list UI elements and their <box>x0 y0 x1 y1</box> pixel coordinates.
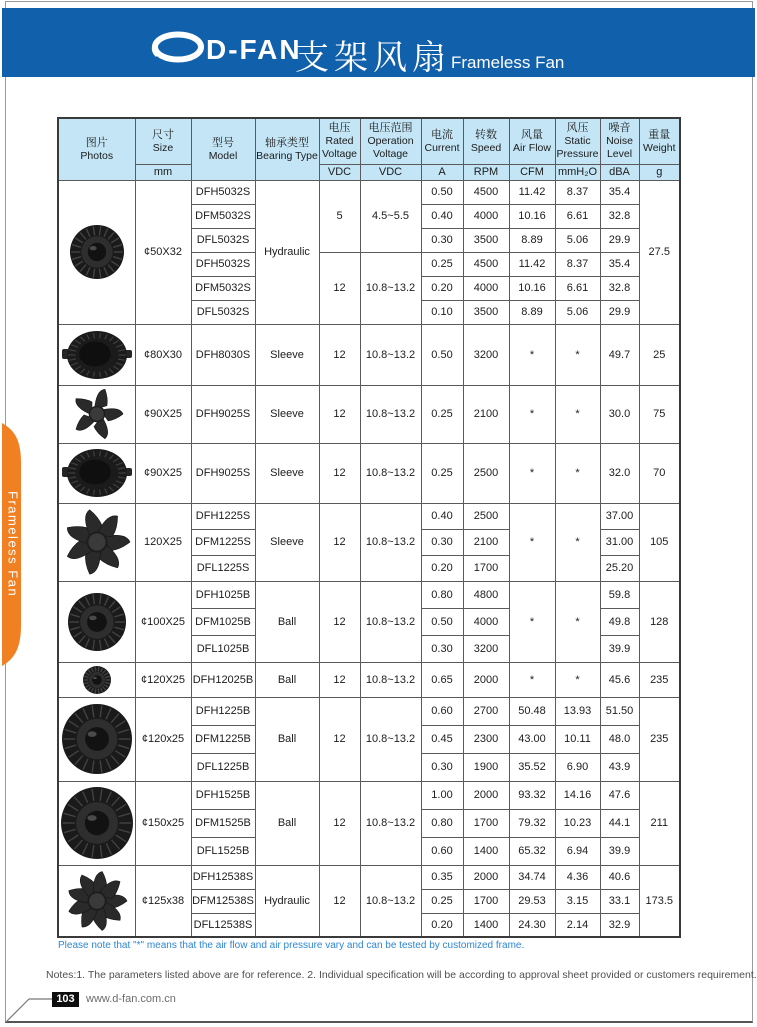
cell-noise: 32.8 <box>600 276 639 300</box>
cell-airflow: * <box>509 503 555 581</box>
cell-current: 0.25 <box>421 443 463 503</box>
unit-speed: RPM <box>463 164 509 180</box>
cell-speed: 4500 <box>463 180 509 204</box>
unit-weight: g <box>639 164 680 180</box>
cell-current: 0.25 <box>421 889 463 913</box>
cell-airflow: 34.74 <box>509 865 555 889</box>
cell-pressure: 5.06 <box>555 228 600 252</box>
cell-operation: 10.8~13.2 <box>360 865 421 937</box>
col-header-current: 电流 Current <box>421 118 463 164</box>
cell-current: 0.50 <box>421 324 463 385</box>
col-header-bearing: 轴承类型 Bearing Type <box>255 118 319 180</box>
cell-airflow: 50.48 <box>509 697 555 725</box>
cell-model: DFH1025B <box>191 581 255 608</box>
col-header-rated-voltage: 电压 Rated Voltage <box>319 118 360 164</box>
col-header-size: 尺寸 Size <box>135 118 191 164</box>
cell-speed: 3200 <box>463 635 509 662</box>
unit-rated-voltage: VDC <box>319 164 360 180</box>
table-row <box>58 781 680 809</box>
cell-airflow: 10.16 <box>509 276 555 300</box>
cell-current: 0.40 <box>421 503 463 529</box>
cell-pressure: * <box>555 443 600 503</box>
cell-pressure: * <box>555 503 600 581</box>
cell-pressure: 6.94 <box>555 837 600 865</box>
cell-noise: 39.9 <box>600 635 639 662</box>
cell-current: 0.60 <box>421 697 463 725</box>
cell-weight: 211 <box>639 781 680 865</box>
cell-airflow: * <box>509 443 555 503</box>
cell-airflow: 35.52 <box>509 753 555 781</box>
cell-model: DFM1025B <box>191 608 255 635</box>
cell-airflow: 29.53 <box>509 889 555 913</box>
table-row <box>58 443 680 503</box>
cell-noise: 33.1 <box>600 889 639 913</box>
unit-operation-voltage: VDC <box>360 164 421 180</box>
fan-photo-image <box>61 329 133 381</box>
cell-noise: 51.50 <box>600 697 639 725</box>
fan-spec-table <box>57 117 681 938</box>
cell-model: DFL1225S <box>191 555 255 581</box>
cell-current: 0.50 <box>421 608 463 635</box>
cell-pressure: 8.37 <box>555 180 600 204</box>
table-row <box>58 581 680 608</box>
cell-current: 0.80 <box>421 809 463 837</box>
cell-noise: 29.9 <box>600 300 639 324</box>
cell-rated: 12 <box>319 581 360 662</box>
page-number-badge: 103 <box>52 992 79 1007</box>
cell-speed: 1700 <box>463 809 509 837</box>
cell-noise: 40.6 <box>600 865 639 889</box>
cell-speed: 1700 <box>463 555 509 581</box>
cell-noise: 49.8 <box>600 608 639 635</box>
cell-weight: 128 <box>639 581 680 662</box>
cell-weight: 27.5 <box>639 180 680 324</box>
cell-current: 0.50 <box>421 180 463 204</box>
cell-bearing: Hydraulic <box>255 180 319 324</box>
col-header-speed: 转数 Speed <box>463 118 509 164</box>
cell-pressure: 14.16 <box>555 781 600 809</box>
cell-rated: 12 <box>319 324 360 385</box>
fan-photo <box>58 324 135 385</box>
cell-current: 0.80 <box>421 581 463 608</box>
cell-bearing: Sleeve <box>255 443 319 503</box>
fan-photo-image <box>60 785 134 861</box>
cell-pressure: 6.61 <box>555 276 600 300</box>
cell-model: DFM5032S <box>191 276 255 300</box>
cell-noise: 45.6 <box>600 662 639 697</box>
cell-model: DFM1525B <box>191 809 255 837</box>
cell-airflow: 11.42 <box>509 252 555 276</box>
cell-pressure: 6.61 <box>555 204 600 228</box>
cell-current: 0.30 <box>421 635 463 662</box>
cell-speed: 4500 <box>463 252 509 276</box>
fan-photo-image <box>65 592 129 652</box>
cell-bearing: Ball <box>255 697 319 781</box>
cell-speed: 2000 <box>463 865 509 889</box>
fan-photo-image <box>66 224 128 280</box>
cell-noise: 31.00 <box>600 529 639 555</box>
cell-current: 1.00 <box>421 781 463 809</box>
cell-current: 0.25 <box>421 252 463 276</box>
cell-model: DFL1225B <box>191 753 255 781</box>
page-subtitle: Frameless Fan <box>451 53 565 72</box>
cell-weight: 235 <box>639 697 680 781</box>
cell-size: ¢120X25 <box>135 662 191 697</box>
cell-speed: 4000 <box>463 608 509 635</box>
cell-model: DFH8030S <box>191 324 255 385</box>
cell-airflow: 10.16 <box>509 204 555 228</box>
cell-operation: 10.8~13.2 <box>360 781 421 865</box>
cell-model: DFH9025S <box>191 443 255 503</box>
footnote-asterisk: Please note that "*" means that the air flow and air pressure vary and can be tested by customized frame. <box>58 940 525 951</box>
cell-noise: 48.0 <box>600 725 639 753</box>
cell-operation: 10.8~13.2 <box>360 443 421 503</box>
cell-speed: 1900 <box>463 753 509 781</box>
side-tab-label: Frameless Fan <box>5 491 21 598</box>
cell-pressure: 13.93 <box>555 697 600 725</box>
cell-pressure: * <box>555 662 600 697</box>
logo-swirl-icon <box>148 30 204 69</box>
cell-model: DFM5032S <box>191 204 255 228</box>
cell-speed: 2300 <box>463 725 509 753</box>
cell-noise: 30.0 <box>600 385 639 443</box>
cell-pressure: 2.14 <box>555 913 600 937</box>
unit-noise: dBA <box>600 164 639 180</box>
cell-noise: 44.1 <box>600 809 639 837</box>
cell-speed: 2100 <box>463 529 509 555</box>
fan-photo <box>58 180 135 324</box>
col-header-noise: 噪音 Noise Level <box>600 118 639 164</box>
cell-pressure: 6.90 <box>555 753 600 781</box>
table-row <box>58 324 680 385</box>
cell-airflow: 43.00 <box>509 725 555 753</box>
cell-pressure: * <box>555 581 600 662</box>
cell-model: DFH12025B <box>191 662 255 697</box>
col-header-model: 型号 Model <box>191 118 255 180</box>
cell-current: 0.25 <box>421 385 463 443</box>
cell-size: ¢120x25 <box>135 697 191 781</box>
cell-bearing: Sleeve <box>255 324 319 385</box>
cell-pressure: 10.11 <box>555 725 600 753</box>
cell-weight: 70 <box>639 443 680 503</box>
cell-model: DFH5032S <box>191 180 255 204</box>
table-row <box>58 503 680 529</box>
cell-speed: 3200 <box>463 324 509 385</box>
cell-size: ¢90X25 <box>135 443 191 503</box>
fan-photo-image <box>61 702 133 776</box>
cell-pressure: * <box>555 385 600 443</box>
cell-noise: 29.9 <box>600 228 639 252</box>
col-header-operation-voltage: 电压范围 Operation Voltage <box>360 118 421 164</box>
fan-photo-image <box>61 508 133 576</box>
cell-size: ¢100X25 <box>135 581 191 662</box>
cell-noise: 59.8 <box>600 581 639 608</box>
cell-rated: 12 <box>319 443 360 503</box>
cell-noise: 32.9 <box>600 913 639 937</box>
fan-photo <box>58 697 135 781</box>
cell-current: 0.30 <box>421 529 463 555</box>
cell-airflow: * <box>509 385 555 443</box>
cell-speed: 1400 <box>463 913 509 937</box>
cell-rated: 12 <box>319 385 360 443</box>
cell-current: 0.35 <box>421 865 463 889</box>
cell-operation: 10.8~13.2 <box>360 252 421 324</box>
cell-rated: 12 <box>319 503 360 581</box>
cell-operation: 10.8~13.2 <box>360 662 421 697</box>
cell-pressure: 4.36 <box>555 865 600 889</box>
cell-bearing: Hydraulic <box>255 865 319 937</box>
cell-speed: 4800 <box>463 581 509 608</box>
cell-model: DFH1525B <box>191 781 255 809</box>
fan-photo <box>58 662 135 697</box>
cell-operation: 10.8~13.2 <box>360 324 421 385</box>
cell-rated: 12 <box>319 865 360 937</box>
cell-model: DFM12538S <box>191 889 255 913</box>
cell-noise: 32.8 <box>600 204 639 228</box>
cell-weight: 25 <box>639 324 680 385</box>
cell-current: 0.60 <box>421 837 463 865</box>
cell-model: DFH9025S <box>191 385 255 443</box>
fan-photo-image <box>72 665 122 695</box>
cell-current: 0.30 <box>421 228 463 252</box>
cell-noise: 32.0 <box>600 443 639 503</box>
fan-photo <box>58 385 135 443</box>
cell-current: 0.40 <box>421 204 463 228</box>
cell-airflow: 11.42 <box>509 180 555 204</box>
fan-photo-image <box>61 447 133 499</box>
cell-rated: 12 <box>319 697 360 781</box>
cell-model: DFH1225S <box>191 503 255 529</box>
cell-speed: 2500 <box>463 443 509 503</box>
side-tab-frameless-fan[interactable] <box>2 423 30 666</box>
cell-speed: 1700 <box>463 889 509 913</box>
cell-weight: 235 <box>639 662 680 697</box>
cell-bearing: Sleeve <box>255 503 319 581</box>
cell-operation: 10.8~13.2 <box>360 581 421 662</box>
cell-airflow: * <box>509 324 555 385</box>
cell-noise: 39.9 <box>600 837 639 865</box>
cell-size: ¢125x38 <box>135 865 191 937</box>
header-bar <box>2 8 755 77</box>
unit-size: mm <box>135 164 191 180</box>
cell-model: DFH1225B <box>191 697 255 725</box>
cell-pressure: 3.15 <box>555 889 600 913</box>
cell-pressure: 10.23 <box>555 809 600 837</box>
table-row <box>58 180 680 204</box>
cell-rated: 12 <box>319 662 360 697</box>
fan-photo-image <box>68 387 126 441</box>
table-row <box>58 385 680 443</box>
cell-current: 0.20 <box>421 276 463 300</box>
fan-photo <box>58 443 135 503</box>
col-header-weight: 重量 Weight <box>639 118 680 164</box>
cell-noise: 47.6 <box>600 781 639 809</box>
cell-size: ¢90X25 <box>135 385 191 443</box>
fan-photo <box>58 781 135 865</box>
cell-speed: 2000 <box>463 781 509 809</box>
cell-current: 0.65 <box>421 662 463 697</box>
page-title: 支架风扇 <box>295 39 451 77</box>
cell-model: DFL1025B <box>191 635 255 662</box>
cell-pressure: 8.37 <box>555 252 600 276</box>
unit-airflow: CFM <box>509 164 555 180</box>
cell-size: ¢80X30 <box>135 324 191 385</box>
cell-weight: 173.5 <box>639 865 680 937</box>
fan-photo-image <box>66 869 128 933</box>
cell-noise: 49.7 <box>600 324 639 385</box>
website-link[interactable]: www.d-fan.com.cn <box>86 993 176 1005</box>
cell-pressure: * <box>555 324 600 385</box>
cell-airflow: 79.32 <box>509 809 555 837</box>
cell-airflow: 8.89 <box>509 228 555 252</box>
cell-current: 0.20 <box>421 555 463 581</box>
table-row <box>58 662 680 697</box>
cell-speed: 2100 <box>463 385 509 443</box>
cell-model: DFL12538S <box>191 913 255 937</box>
cell-pressure: 5.06 <box>555 300 600 324</box>
cell-model: DFH5032S <box>191 252 255 276</box>
table-row <box>58 697 680 725</box>
cell-bearing: Ball <box>255 781 319 865</box>
cell-speed: 4000 <box>463 204 509 228</box>
cell-bearing: Ball <box>255 581 319 662</box>
cell-weight: 75 <box>639 385 680 443</box>
cell-current: 0.10 <box>421 300 463 324</box>
logo-text: D-FAN <box>206 33 302 65</box>
cell-bearing: Sleeve <box>255 385 319 443</box>
footnote-notes: Notes:1. The parameters listed above are for reference. 2. Individual specification will be according to approval sheet provided or customers requirement. <box>46 969 757 981</box>
cell-airflow: * <box>509 581 555 662</box>
cell-airflow: 93.32 <box>509 781 555 809</box>
table-row <box>58 865 680 889</box>
cell-noise: 25.20 <box>600 555 639 581</box>
cell-size: ¢50X32 <box>135 180 191 324</box>
cell-operation: 10.8~13.2 <box>360 697 421 781</box>
cell-noise: 37.00 <box>600 503 639 529</box>
cell-noise: 35.4 <box>600 180 639 204</box>
cell-airflow: 8.89 <box>509 300 555 324</box>
cell-airflow: 65.32 <box>509 837 555 865</box>
cell-operation: 4.5~5.5 <box>360 180 421 252</box>
cell-speed: 2500 <box>463 503 509 529</box>
cell-speed: 2000 <box>463 662 509 697</box>
cell-rated: 12 <box>319 252 360 324</box>
cell-airflow: 24.30 <box>509 913 555 937</box>
cell-model: DFH12538S <box>191 865 255 889</box>
cell-rated: 12 <box>319 781 360 865</box>
cell-weight: 105 <box>639 503 680 581</box>
unit-current: A <box>421 164 463 180</box>
brand-logo <box>148 30 302 69</box>
cell-operation: 10.8~13.2 <box>360 503 421 581</box>
unit-pressure: mmH₂O <box>555 164 600 180</box>
cell-speed: 2700 <box>463 697 509 725</box>
cell-model: DFL5032S <box>191 228 255 252</box>
cell-current: 0.45 <box>421 725 463 753</box>
cell-operation: 10.8~13.2 <box>360 385 421 443</box>
cell-model: DFM1225S <box>191 529 255 555</box>
cell-speed: 3500 <box>463 300 509 324</box>
fan-photo <box>58 503 135 581</box>
cell-model: DFM1225B <box>191 725 255 753</box>
cell-rated: 5 <box>319 180 360 252</box>
cell-size: 120X25 <box>135 503 191 581</box>
cell-current: 0.20 <box>421 913 463 937</box>
fan-photo <box>58 581 135 662</box>
cell-speed: 3500 <box>463 228 509 252</box>
cell-model: DFL5032S <box>191 300 255 324</box>
cell-noise: 43.9 <box>600 753 639 781</box>
cell-bearing: Ball <box>255 662 319 697</box>
cell-airflow: * <box>509 662 555 697</box>
cell-model: DFL1525B <box>191 837 255 865</box>
col-header-pressure: 风压 Static Pressure <box>555 118 600 164</box>
cell-noise: 35.4 <box>600 252 639 276</box>
col-header-airflow: 风量 Air Flow <box>509 118 555 164</box>
fan-photo <box>58 865 135 937</box>
cell-speed: 4000 <box>463 276 509 300</box>
cell-current: 0.30 <box>421 753 463 781</box>
cell-size: ¢150x25 <box>135 781 191 865</box>
col-header-photos: 图片 Photos <box>58 118 135 180</box>
cell-speed: 1400 <box>463 837 509 865</box>
